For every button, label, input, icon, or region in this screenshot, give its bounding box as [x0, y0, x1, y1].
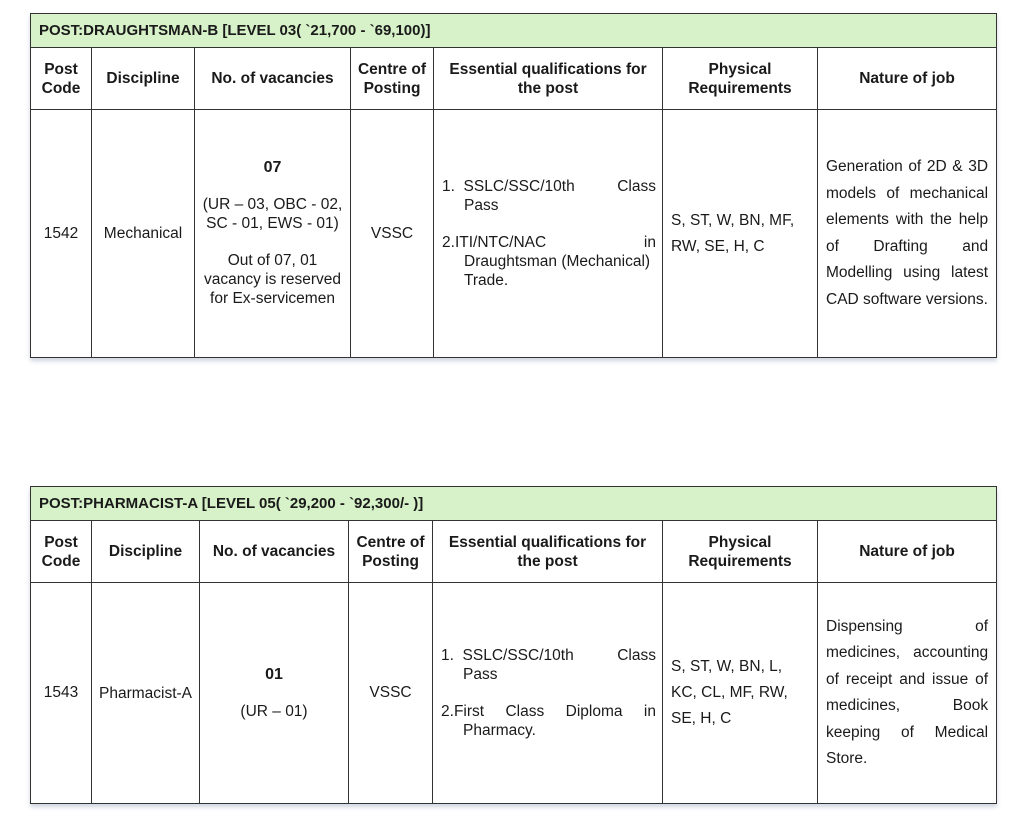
qualification-number: 2. — [442, 234, 455, 251]
qualification-text: SSLC/SSC/10th Class — [463, 178, 656, 195]
nature-of-job: Generation of 2D & 3D models of mechanical elements with the help of Drafting and Modelling using latest CAD software versions. — [818, 110, 997, 358]
qualifications-cell — [433, 583, 663, 804]
header-physical: Physical Requirements — [663, 521, 818, 583]
vacancy-note: Out of 07, 01 vacancy is reserved for Ex-servicemen — [204, 252, 341, 307]
qualification-number: 1. — [441, 647, 463, 664]
table-row — [31, 583, 997, 804]
physical-requirements: S, ST, W, BN, MF, RW, SE, H, C — [663, 110, 818, 358]
header-nature: Nature of job — [818, 48, 997, 110]
qualification-continuation: Draughtsman (Mechanical) Trade. — [464, 253, 651, 289]
post-code: 1543 — [31, 583, 92, 804]
qualification-text: SSLC/SSC/10th Class — [462, 647, 656, 664]
header-centre: Centre of Posting — [351, 48, 434, 110]
qualification-continuation: Pass — [463, 666, 498, 683]
qualification-number: 2. — [441, 703, 454, 720]
qualification-continuation: Pharmacy. — [463, 722, 536, 739]
header-discipline: Discipline — [92, 521, 200, 583]
header-discipline: Discipline — [92, 48, 195, 110]
header-nature: Nature of job — [818, 521, 997, 583]
qualification-continuation: Pass — [464, 197, 499, 214]
vacancy-breakup: (UR – 03, OBC - 02, SC - 01, EWS - 01) — [202, 196, 343, 232]
header-qualifications: Essential qualifications for the post — [434, 48, 663, 110]
qualification-text: First Class Diploma in — [453, 703, 656, 720]
qualifications-cell — [434, 110, 663, 358]
vacancy-breakup: (UR – 01) — [240, 702, 308, 720]
post-table-pharmacist — [30, 486, 997, 804]
post-title: POST:DRAUGHTSMAN-B [LEVEL 03( `21,700 - `69,100)] — [31, 14, 997, 48]
header-qualifications: Essential qualifications for the post — [433, 521, 663, 583]
header-physical: Physical Requirements — [663, 48, 818, 110]
centre-of-posting: VSSC — [351, 110, 434, 358]
vacancies-cell — [200, 583, 349, 804]
centre-of-posting: VSSC — [349, 583, 433, 804]
post-code: 1542 — [31, 110, 92, 358]
vacancies-cell — [195, 110, 351, 358]
discipline: Mechanical — [92, 110, 195, 358]
header-post-code: Post Code — [31, 48, 92, 110]
header-vacancies: No. of vacancies — [195, 48, 351, 110]
header-vacancies: No. of vacancies — [200, 521, 349, 583]
post-title: POST:PHARMACIST-A [LEVEL 05( `29,200 - `92,300/- )] — [31, 487, 997, 521]
qualification-text: ITI/NTC/NAC in — [454, 234, 656, 251]
table-row — [31, 110, 997, 358]
nature-of-job: Dispensing of medicines, accounting of receipt and issue of medicines, Book keeping of Medical Store. — [818, 583, 997, 804]
qualification-number: 1. — [442, 178, 464, 195]
physical-requirements: S, ST, W, BN, L, KC, CL, MF, RW, SE, H, C — [663, 583, 818, 804]
header-centre: Centre of Posting — [349, 521, 433, 583]
vacancy-count: 07 — [263, 159, 282, 176]
discipline: Pharmacist-A — [92, 583, 200, 804]
vacancy-count: 01 — [265, 665, 283, 683]
header-post-code: Post Code — [31, 521, 92, 583]
post-table-draughtsman — [30, 13, 997, 358]
